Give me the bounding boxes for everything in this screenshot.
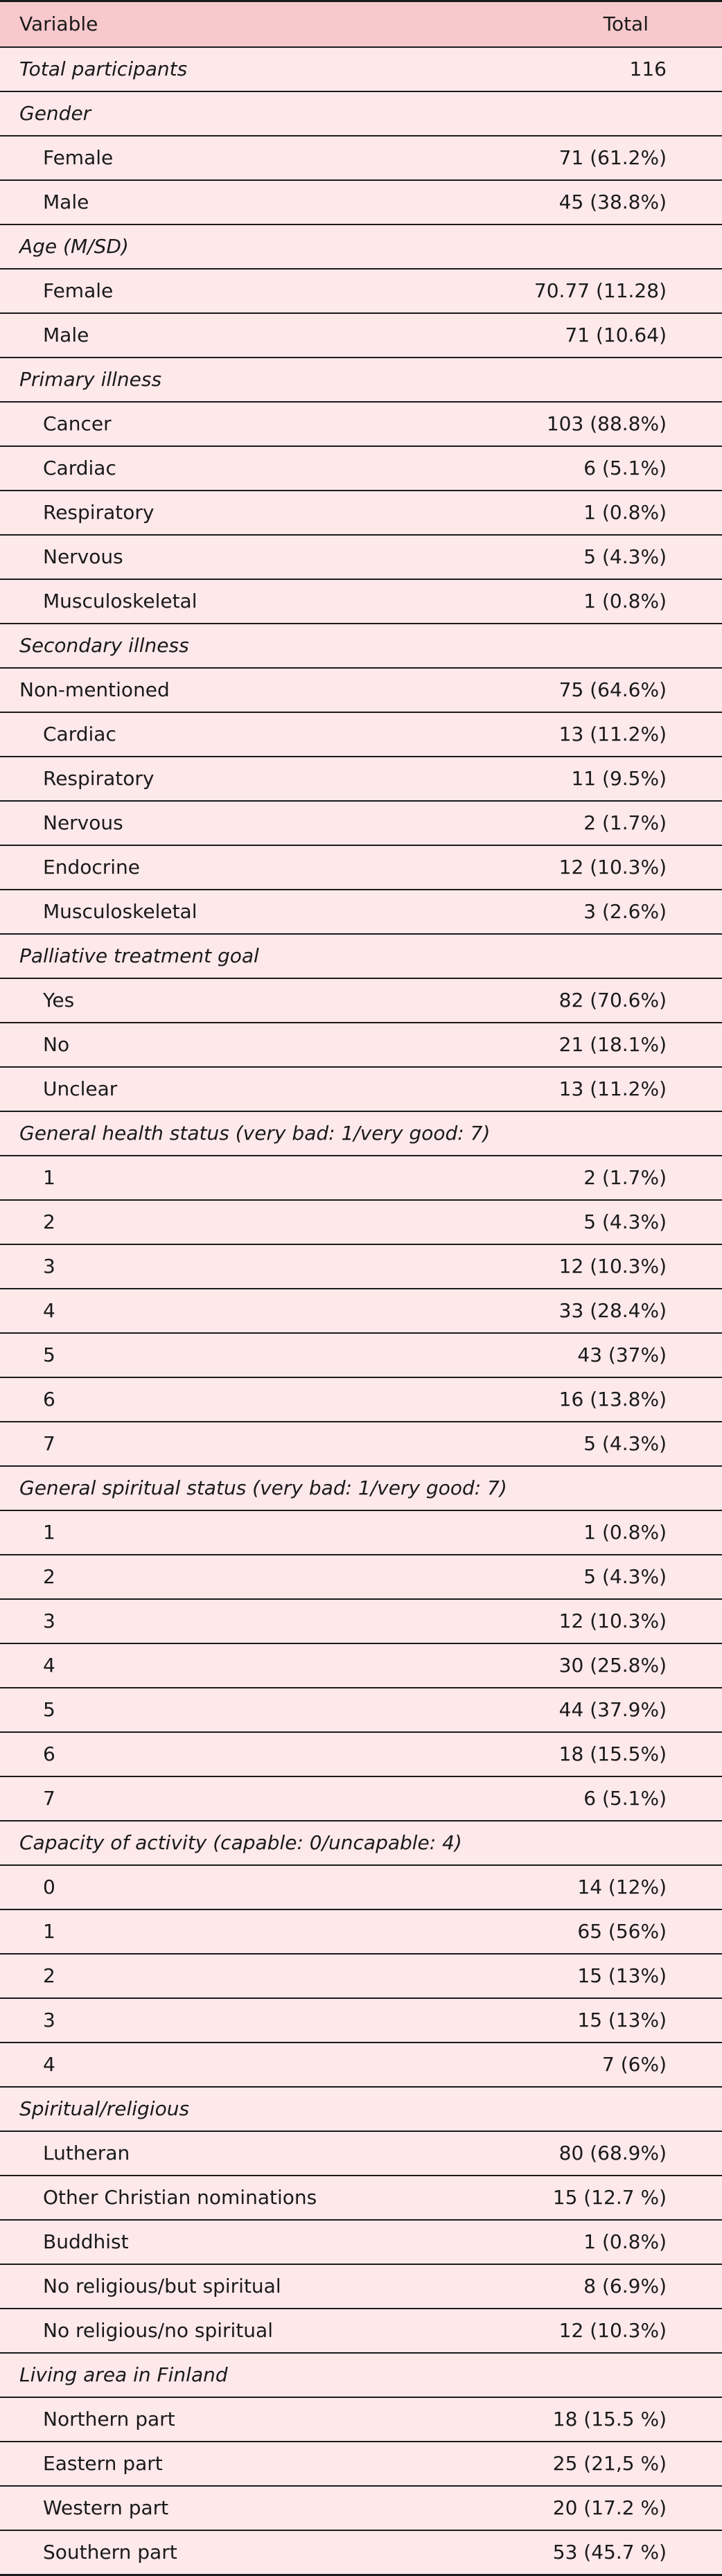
table-row bbox=[0, 1023, 722, 1067]
table-row bbox=[0, 1289, 722, 1333]
row-label: No bbox=[0, 1023, 527, 1067]
table-row bbox=[0, 1954, 722, 1998]
section-row bbox=[0, 47, 722, 91]
row-value: 20 (17.2 %) bbox=[527, 2486, 722, 2530]
row-label: Respiratory bbox=[0, 757, 527, 801]
row-value: 18 (15.5 %) bbox=[527, 2397, 722, 2442]
row-value bbox=[527, 1111, 722, 1156]
table-row bbox=[0, 579, 722, 624]
row-label: Female bbox=[0, 136, 527, 180]
row-label: 7 bbox=[0, 1776, 527, 1821]
table-row bbox=[0, 1200, 722, 1244]
section-label: Total participants bbox=[0, 47, 527, 91]
row-value: 11 (9.5%) bbox=[527, 757, 722, 801]
row-value: 15 (13%) bbox=[527, 1998, 722, 2043]
table-row bbox=[0, 1422, 722, 1466]
section-row bbox=[0, 1111, 722, 1156]
row-label: 2 bbox=[0, 1555, 527, 1599]
table-row bbox=[0, 136, 722, 180]
table-row bbox=[0, 2264, 722, 2309]
table-row bbox=[0, 1732, 722, 1776]
row-value: 15 (12.7 %) bbox=[527, 2176, 722, 2220]
section-row bbox=[0, 1821, 722, 1865]
section-row bbox=[0, 91, 722, 136]
row-value: 12 (10.3%) bbox=[527, 1244, 722, 1289]
table-row bbox=[0, 2043, 722, 2087]
table-row bbox=[0, 1688, 722, 1732]
section-row bbox=[0, 934, 722, 978]
row-value: 16 (13.8%) bbox=[527, 1377, 722, 1422]
table-row bbox=[0, 845, 722, 890]
row-value: 2 (1.7%) bbox=[527, 801, 722, 845]
row-label: Female bbox=[0, 269, 527, 313]
table-row bbox=[0, 402, 722, 446]
row-label: 3 bbox=[0, 1244, 527, 1289]
row-label: Lutheran bbox=[0, 2131, 527, 2176]
table-row bbox=[0, 1998, 722, 2043]
row-label: Nervous bbox=[0, 801, 527, 845]
section-row bbox=[0, 358, 722, 402]
row-value: 12 (10.3%) bbox=[527, 845, 722, 890]
row-value: 71 (61.2%) bbox=[527, 136, 722, 180]
table-row bbox=[0, 1377, 722, 1422]
table-row bbox=[0, 180, 722, 224]
table-row bbox=[0, 1333, 722, 1377]
row-value: 21 (18.1%) bbox=[527, 1023, 722, 1067]
row-value: 53 (45.7 %) bbox=[527, 2530, 722, 2575]
section-label: General health status (very bad: 1/very good: 7) bbox=[0, 1111, 527, 1156]
row-label: Northern part bbox=[0, 2397, 527, 2442]
row-value: 6 (5.1%) bbox=[527, 446, 722, 491]
row-value: 1 (0.8%) bbox=[527, 491, 722, 535]
row-label: Male bbox=[0, 180, 527, 224]
table-row bbox=[0, 446, 722, 491]
row-label: Nervous bbox=[0, 535, 527, 579]
table-row bbox=[0, 2442, 722, 2486]
row-label: Respiratory bbox=[0, 491, 527, 535]
row-value: 1 (0.8%) bbox=[527, 579, 722, 624]
row-value: 5 (4.3%) bbox=[527, 1555, 722, 1599]
row-label: 4 bbox=[0, 1643, 527, 1688]
row-value: 14 (12%) bbox=[527, 1865, 722, 1909]
row-value: 1 (0.8%) bbox=[527, 1510, 722, 1555]
section-label: Capacity of activity (capable: 0/uncapable: 4) bbox=[0, 1821, 527, 1865]
table-body bbox=[0, 47, 722, 2575]
row-label: 0 bbox=[0, 1865, 527, 1909]
table-row bbox=[0, 535, 722, 579]
table-row bbox=[0, 2131, 722, 2176]
row-value: 6 (5.1%) bbox=[527, 1776, 722, 1821]
section-row bbox=[0, 224, 722, 269]
row-value bbox=[527, 2353, 722, 2397]
row-value bbox=[527, 934, 722, 978]
section-row bbox=[0, 2087, 722, 2131]
row-value: 12 (10.3%) bbox=[527, 2309, 722, 2353]
row-value: 1 (0.8%) bbox=[527, 2220, 722, 2264]
table-row bbox=[0, 313, 722, 358]
table-row bbox=[0, 890, 722, 934]
row-label: Cancer bbox=[0, 402, 527, 446]
section-row bbox=[0, 2353, 722, 2397]
section-label: Spiritual/religious bbox=[0, 2087, 527, 2131]
row-label: 7 bbox=[0, 1422, 527, 1466]
row-label: 2 bbox=[0, 1200, 527, 1244]
table-row bbox=[0, 757, 722, 801]
row-value bbox=[527, 2087, 722, 2131]
row-label: 3 bbox=[0, 1599, 527, 1643]
row-value: 33 (28.4%) bbox=[527, 1289, 722, 1333]
row-value: 116 bbox=[527, 47, 722, 91]
row-value: 8 (6.9%) bbox=[527, 2264, 722, 2309]
row-value: 82 (70.6%) bbox=[527, 978, 722, 1023]
row-value: 43 (37%) bbox=[527, 1333, 722, 1377]
row-label: 6 bbox=[0, 1732, 527, 1776]
row-value: 5 (4.3%) bbox=[527, 1422, 722, 1466]
row-value: 7 (6%) bbox=[527, 2043, 722, 2087]
table-row bbox=[0, 2486, 722, 2530]
row-value: 18 (15.5%) bbox=[527, 1732, 722, 1776]
table-row bbox=[0, 491, 722, 535]
table-row bbox=[0, 2309, 722, 2353]
row-label: 1 bbox=[0, 1156, 527, 1200]
section-label: Gender bbox=[0, 91, 527, 136]
row-label: Cardiac bbox=[0, 712, 527, 757]
row-label: Endocrine bbox=[0, 845, 527, 890]
row-value: 13 (11.2%) bbox=[527, 1067, 722, 1111]
table-row bbox=[0, 2397, 722, 2442]
table-row bbox=[0, 1156, 722, 1200]
table-header-row bbox=[0, 1, 722, 48]
row-value bbox=[527, 1821, 722, 1865]
row-label: Buddhist bbox=[0, 2220, 527, 2264]
table-row bbox=[0, 668, 722, 712]
section-row bbox=[0, 1466, 722, 1510]
table-row bbox=[0, 2176, 722, 2220]
table-row bbox=[0, 1067, 722, 1111]
table-row bbox=[0, 269, 722, 313]
row-label: 6 bbox=[0, 1377, 527, 1422]
row-label: 5 bbox=[0, 1333, 527, 1377]
row-label: 4 bbox=[0, 2043, 527, 2087]
section-row bbox=[0, 624, 722, 668]
row-value: 3 (2.6%) bbox=[527, 890, 722, 934]
column-header-total: Total bbox=[527, 1, 722, 48]
table-row bbox=[0, 1244, 722, 1289]
section-label: Secondary illness bbox=[0, 624, 527, 668]
row-label: Musculoskeletal bbox=[0, 579, 527, 624]
row-value: 30 (25.8%) bbox=[527, 1643, 722, 1688]
row-value bbox=[527, 624, 722, 668]
table-row bbox=[0, 801, 722, 845]
row-label: 2 bbox=[0, 1954, 527, 1998]
row-value: 13 (11.2%) bbox=[527, 712, 722, 757]
table-row bbox=[0, 1510, 722, 1555]
row-value: 5 (4.3%) bbox=[527, 1200, 722, 1244]
row-value: 71 (10.64) bbox=[527, 313, 722, 358]
row-label: Western part bbox=[0, 2486, 527, 2530]
row-label: Yes bbox=[0, 978, 527, 1023]
section-label: Age (M/SD) bbox=[0, 224, 527, 269]
row-value: 65 (56%) bbox=[527, 1909, 722, 1954]
row-label: Cardiac bbox=[0, 446, 527, 491]
row-label: 3 bbox=[0, 1998, 527, 2043]
row-value: 5 (4.3%) bbox=[527, 535, 722, 579]
row-label: Eastern part bbox=[0, 2442, 527, 2486]
row-value bbox=[527, 358, 722, 402]
row-value: 25 (21,5 %) bbox=[527, 2442, 722, 2486]
column-header-variable: Variable bbox=[0, 1, 527, 48]
row-label: No religious/no spiritual bbox=[0, 2309, 527, 2353]
row-value: 70.77 (11.28) bbox=[527, 269, 722, 313]
row-label: 4 bbox=[0, 1289, 527, 1333]
row-value: 75 (64.6%) bbox=[527, 668, 722, 712]
section-label: Palliative treatment goal bbox=[0, 934, 527, 978]
row-label: 1 bbox=[0, 1510, 527, 1555]
row-value: 2 (1.7%) bbox=[527, 1156, 722, 1200]
row-label: Male bbox=[0, 313, 527, 358]
table-row bbox=[0, 1776, 722, 1821]
table-row bbox=[0, 1599, 722, 1643]
table-row bbox=[0, 1643, 722, 1688]
row-value: 103 (88.8%) bbox=[527, 402, 722, 446]
row-label: 1 bbox=[0, 1909, 527, 1954]
row-value bbox=[527, 224, 722, 269]
row-label: Non-mentioned bbox=[0, 668, 527, 712]
row-value: 45 (38.8%) bbox=[527, 180, 722, 224]
table-row bbox=[0, 2530, 722, 2575]
row-value: 44 (37.9%) bbox=[527, 1688, 722, 1732]
row-label: 5 bbox=[0, 1688, 527, 1732]
row-label: No religious/but spiritual bbox=[0, 2264, 527, 2309]
table-row bbox=[0, 1909, 722, 1954]
row-label: Southern part bbox=[0, 2530, 527, 2575]
row-value: 80 (68.9%) bbox=[527, 2131, 722, 2176]
table-row bbox=[0, 1555, 722, 1599]
section-label: Primary illness bbox=[0, 358, 527, 402]
row-value: 12 (10.3%) bbox=[527, 1599, 722, 1643]
row-label: Unclear bbox=[0, 1067, 527, 1111]
row-label: Other Christian nominations bbox=[0, 2176, 527, 2220]
row-value: 15 (13%) bbox=[527, 1954, 722, 1998]
table-row bbox=[0, 978, 722, 1023]
table-row bbox=[0, 2220, 722, 2264]
table-row bbox=[0, 712, 722, 757]
row-value bbox=[527, 91, 722, 136]
table-row bbox=[0, 1865, 722, 1909]
row-value bbox=[527, 1466, 722, 1510]
section-label: General spiritual status (very bad: 1/very good: 7) bbox=[0, 1466, 527, 1510]
row-label: Musculoskeletal bbox=[0, 890, 527, 934]
section-label: Living area in Finland bbox=[0, 2353, 527, 2397]
